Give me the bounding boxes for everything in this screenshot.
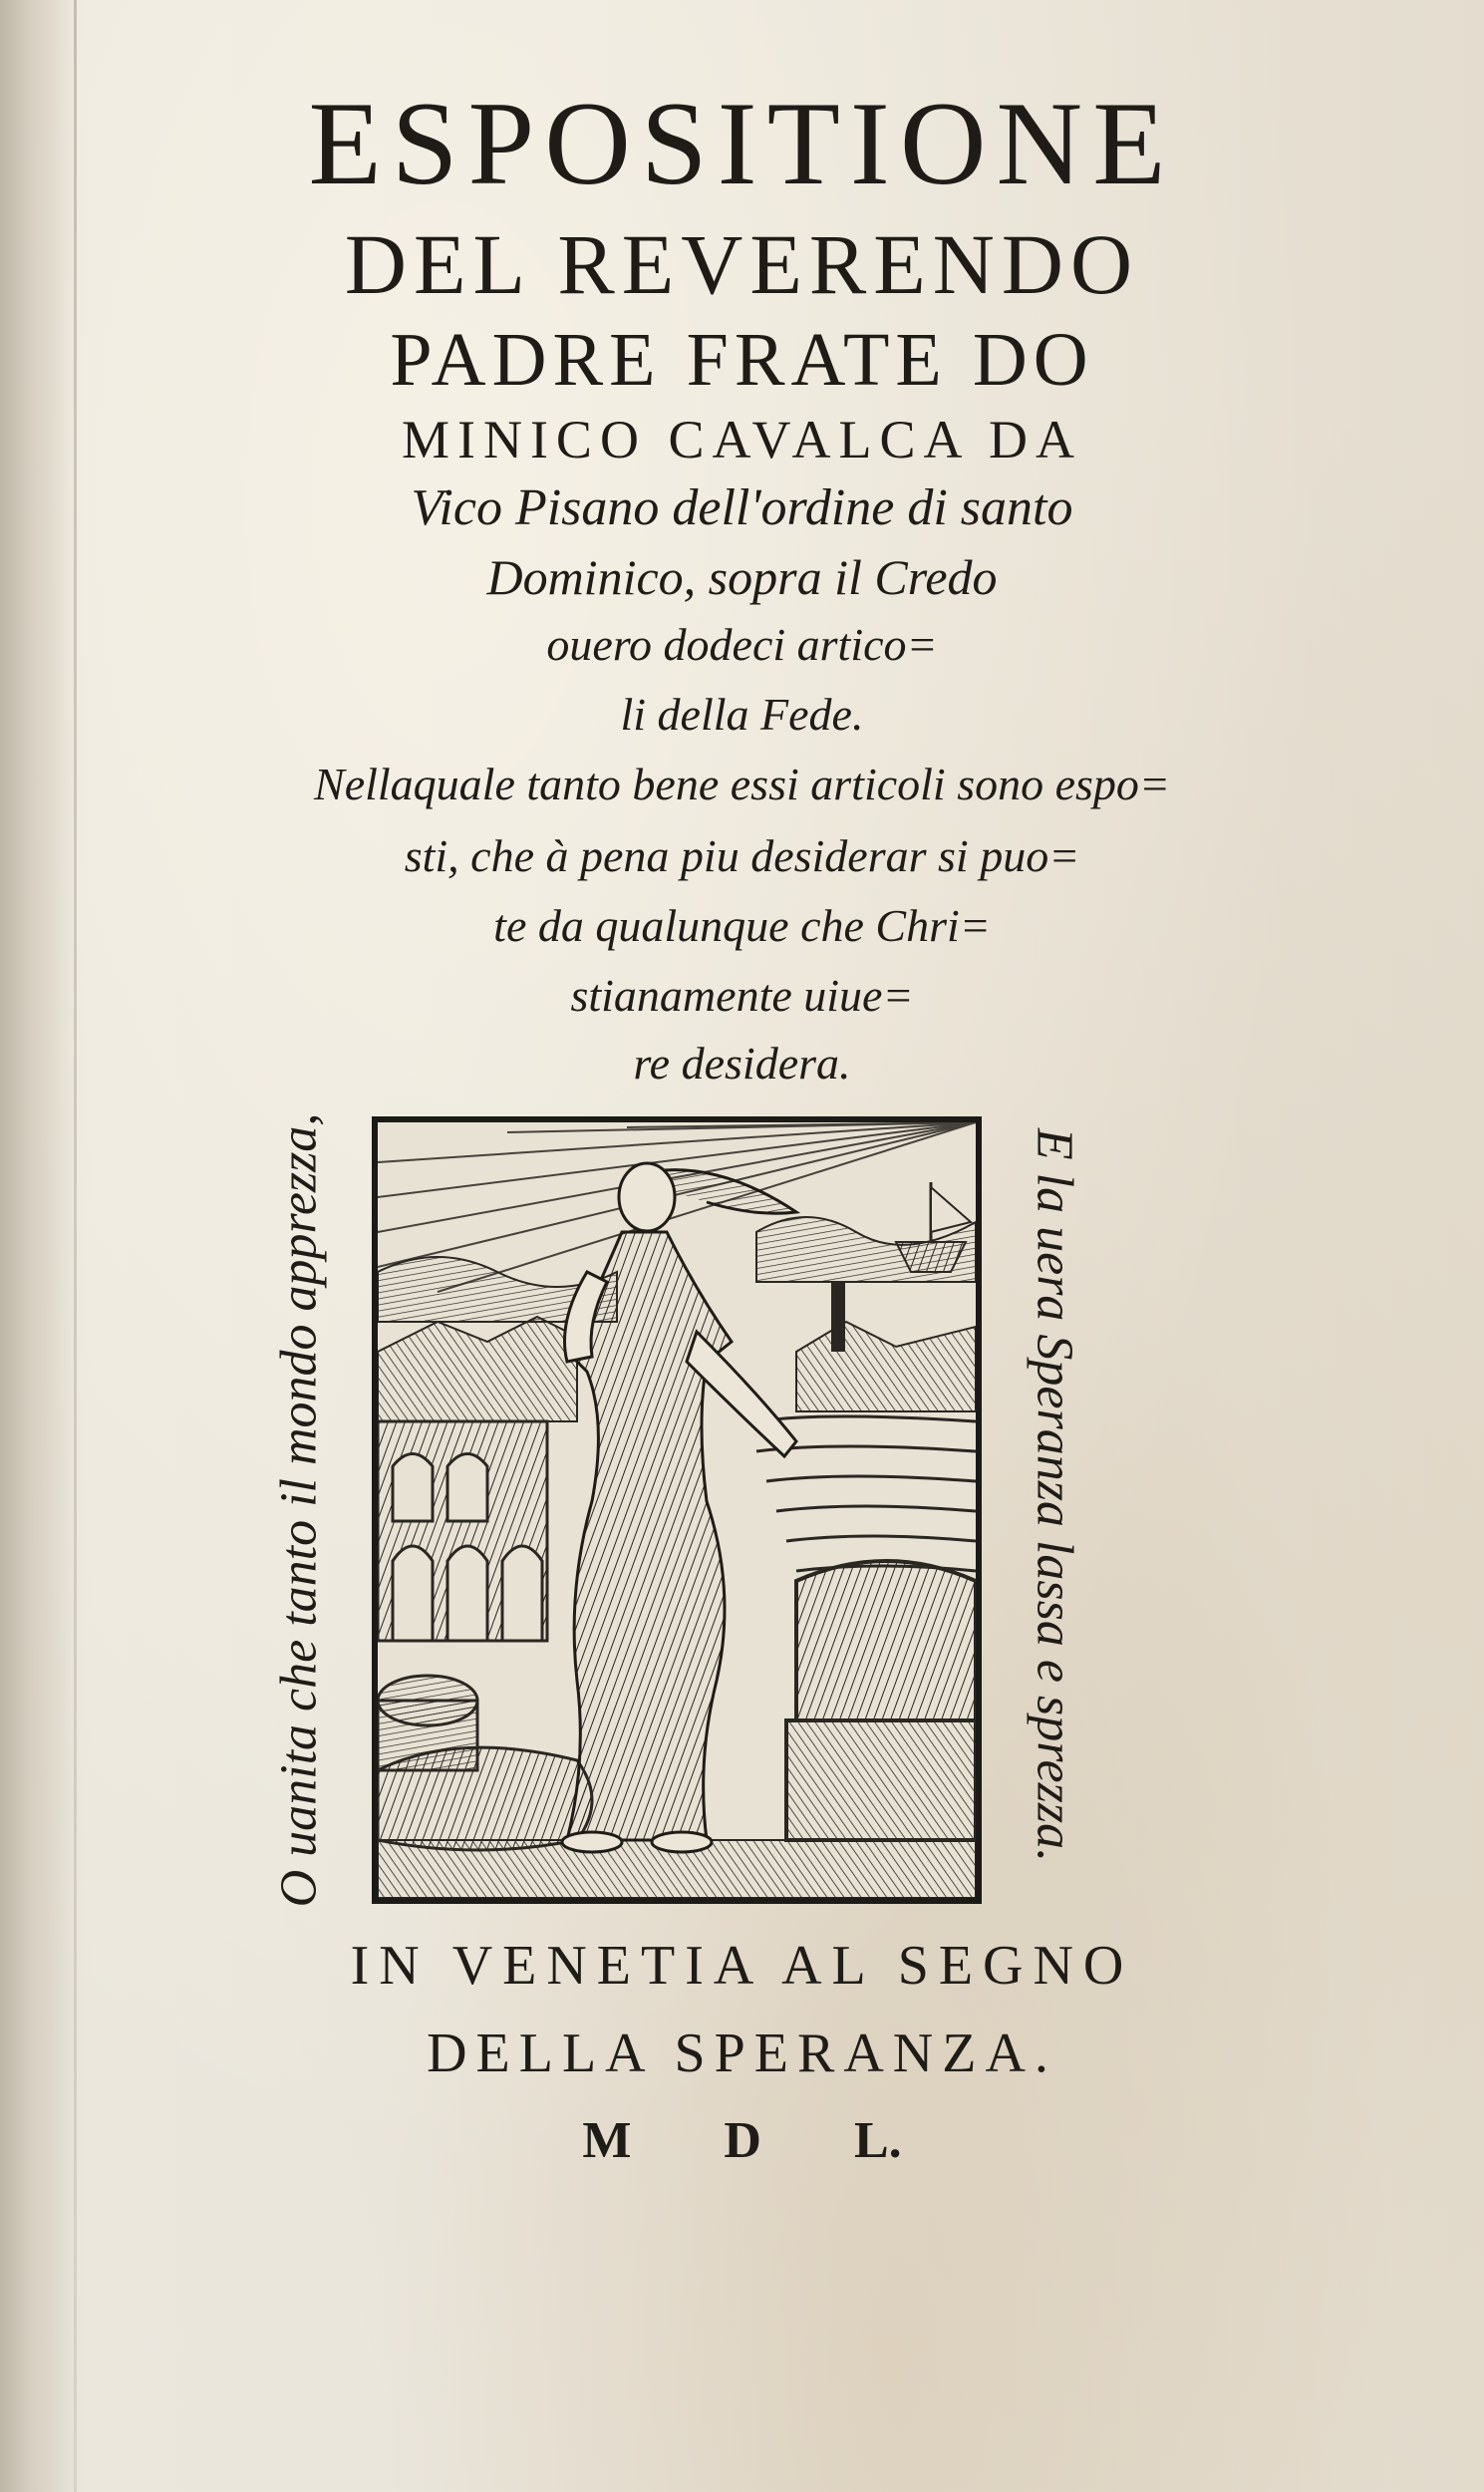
subtitle-line-3: ouero dodeci artico= xyxy=(546,619,938,670)
subtitle-line-1: Vico Pisano dell'ordine di santo xyxy=(411,479,1073,536)
woodcut-hope-figure-icon xyxy=(378,1122,976,1898)
description-line-2: sti, che à pena piu desiderar si puo= xyxy=(404,830,1080,881)
description-line-5: re desidera. xyxy=(633,1038,851,1089)
publication-date: M D L. xyxy=(582,2112,902,2169)
title-line-2: DEL REVERENDO xyxy=(344,216,1140,312)
subtitle-line-4: li della Fede. xyxy=(620,689,864,740)
woodcut-motto-left: O uanita che tanto il mondo apprezza, xyxy=(270,1112,328,1908)
title-line-1: ESPOSITIONE xyxy=(308,77,1176,209)
description-line-1: Nellaquale tanto bene essi articoli sono espo= xyxy=(314,759,1170,809)
title-line-3: PADRE FRATE DO xyxy=(390,318,1094,402)
title-line-4: MINICO CAVALCA DA xyxy=(401,410,1083,469)
woodcut-motto-right: E la uera Speranza lassa e sprezza. xyxy=(1026,1127,1083,1863)
imprint-line-2: DELLA SPERANZA. xyxy=(427,2023,1057,2084)
subtitle-line-2: Dominico, sopra il Credo xyxy=(486,549,998,605)
description-line-4: stianamente uiue= xyxy=(570,970,914,1021)
woodcut-illustration xyxy=(372,1116,982,1904)
description-line-3: te da qualunque che Chri= xyxy=(493,900,991,951)
imprint-line-1: IN VENETIA AL SEGNO xyxy=(350,1935,1134,1997)
